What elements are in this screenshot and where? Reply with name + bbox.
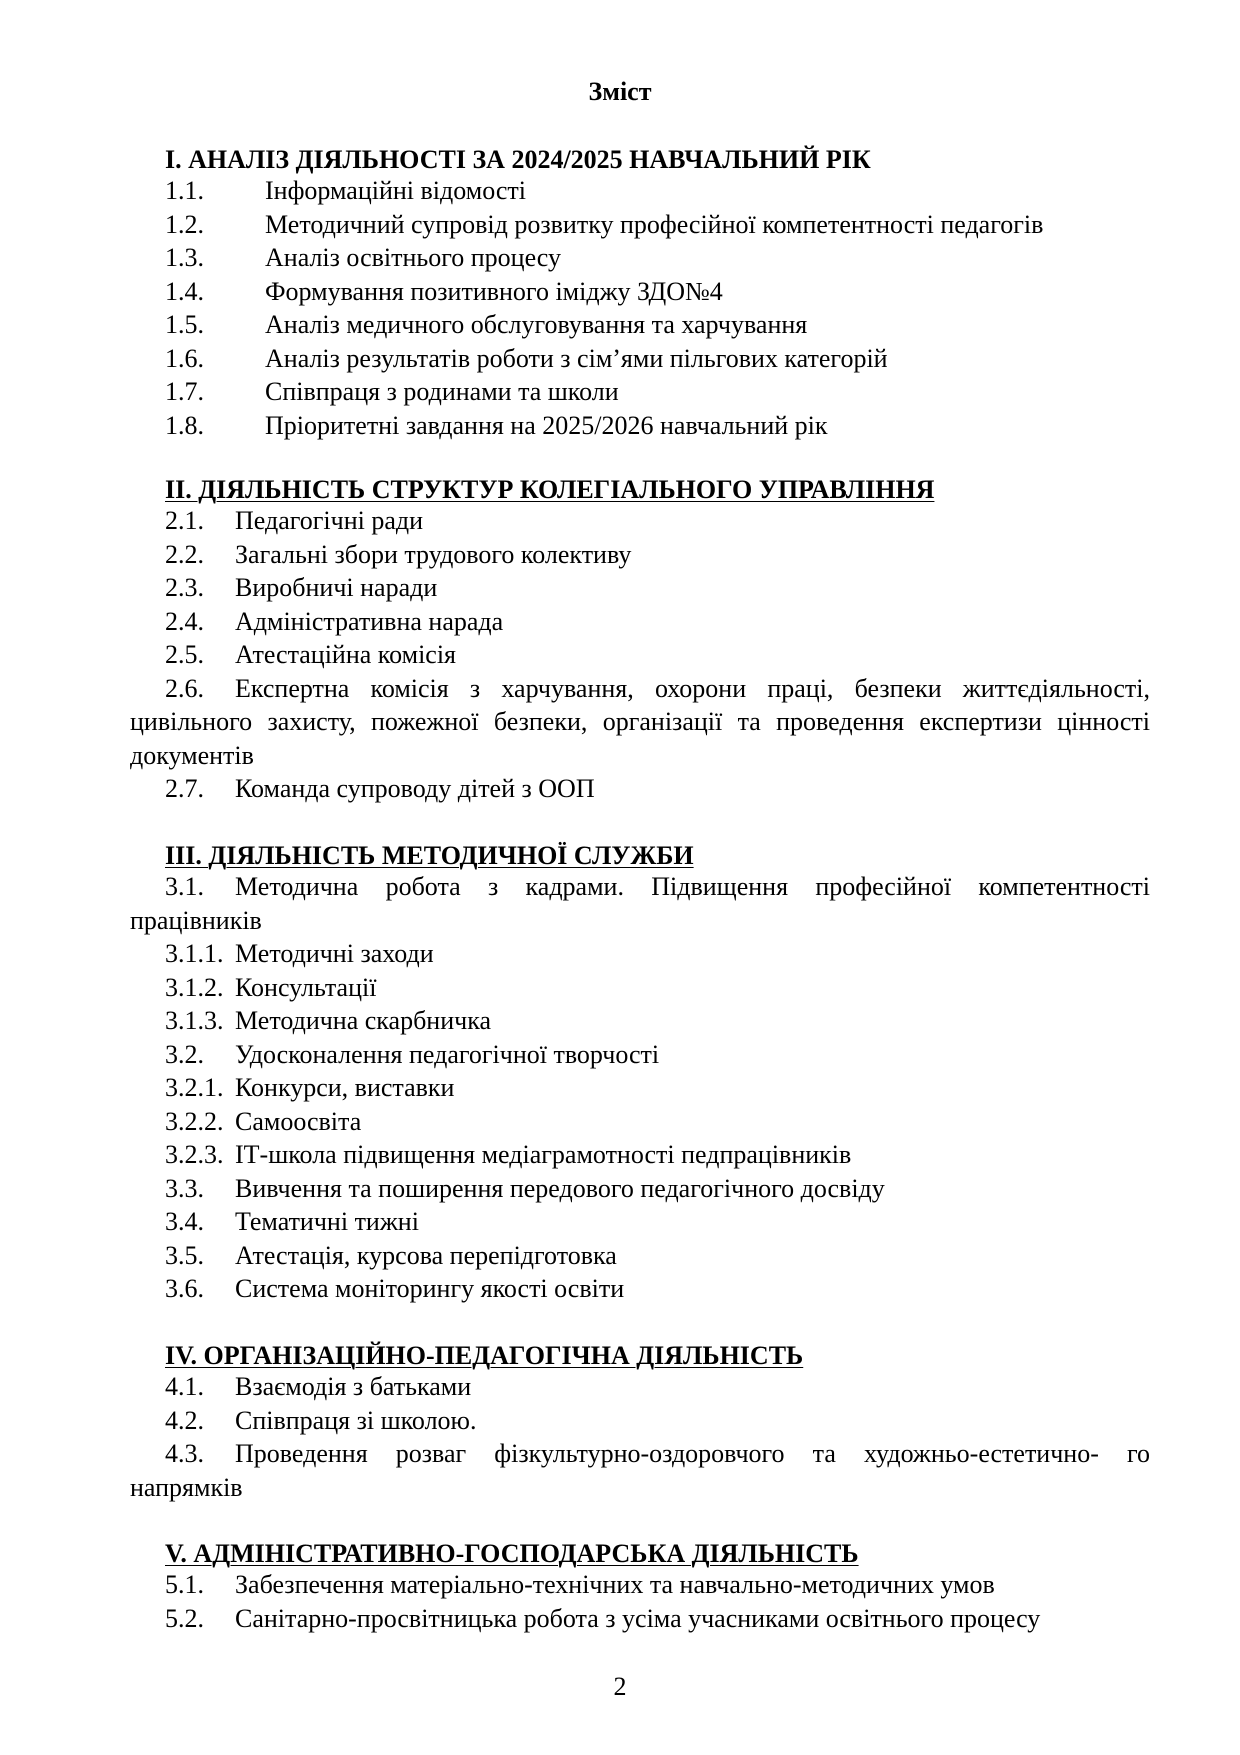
toc-item-text: Методичні заходи bbox=[235, 939, 434, 968]
toc-item-number: 3.2.2. bbox=[165, 1106, 224, 1136]
toc-item-number: 1.2. bbox=[165, 209, 204, 239]
toc-item-number: 2.1. bbox=[165, 506, 204, 535]
page-title: Зміст bbox=[588, 77, 652, 106]
toc-item-text: Формування позитивного іміджу ЗДО№4 bbox=[265, 276, 723, 306]
toc-item-number: 2.3. bbox=[165, 573, 204, 602]
toc-item[interactable] bbox=[130, 870, 1150, 937]
toc-item-text: Аналіз медичного обслуговування та харчування bbox=[265, 310, 808, 339]
page-number: 2 bbox=[613, 1672, 627, 1701]
toc-item-text: Виробничі наради bbox=[235, 573, 438, 602]
toc-item-number: 5.2. bbox=[165, 1603, 204, 1633]
section-heading[interactable]: V. АДМІНІСТРАТИВНО-ГОСПОДАРСЬКА ДІЯЛЬНІСТЬ bbox=[165, 1539, 859, 1568]
toc-item-number: 4.1. bbox=[165, 1372, 204, 1401]
toc-item-number: 2.6. bbox=[165, 673, 204, 703]
toc-item-text: Самоосвіта bbox=[235, 1106, 362, 1136]
toc-item-text: Співпраця з родинами та школи bbox=[265, 377, 619, 406]
toc-item-text: Атестаційна комісія bbox=[235, 640, 457, 669]
toc-item-number: 1.4. bbox=[165, 276, 204, 306]
toc-item-number: 3.2.3. bbox=[165, 1140, 224, 1169]
toc-item-number: 1.6. bbox=[165, 343, 204, 373]
toc-item-number: 4.3. bbox=[165, 1439, 204, 1468]
toc-item-text: Педагогічні ради bbox=[235, 506, 424, 535]
toc-item-text: Команда супроводу дітей з ООП bbox=[235, 774, 595, 803]
toc-item-number: 3.1.2. bbox=[165, 972, 224, 1002]
toc-item-text: Проведення розваг фізкультурно-оздоровчого та художньо-естетично- го напрямків bbox=[130, 1439, 1150, 1502]
toc-item-number: 1.5. bbox=[165, 310, 204, 339]
section-heading[interactable]: I. АНАЛІЗ ДІЯЛЬНОСТІ ЗА 2024/2025 НАВЧАЛЬНИЙ РІК bbox=[165, 145, 871, 174]
toc-item-text: ІТ-школа підвищення медіаграмотності педпрацівників bbox=[235, 1140, 852, 1169]
toc-item-text: Методична скарбничка bbox=[235, 1006, 491, 1035]
toc-item-number: 3.1.3. bbox=[165, 1006, 224, 1035]
toc-item-text: Співпраця зі школою. bbox=[235, 1405, 477, 1435]
toc-item[interactable] bbox=[130, 1437, 1150, 1504]
section-heading[interactable]: III. ДІЯЛЬНІСТЬ МЕТОДИЧНОЇ СЛУЖБИ bbox=[165, 841, 694, 870]
toc-item-text: Аналіз освітнього процесу bbox=[265, 243, 561, 272]
toc-item-number: 1.3. bbox=[165, 243, 204, 272]
toc-item-text: Експертна комісія з харчування, охорони праці, безпеки життєдіяльності, цивільного захисту, пожежної безпеки, організації та проведення експертизи цінності документів bbox=[130, 673, 1150, 770]
toc-item-number: 3.1. bbox=[165, 872, 204, 901]
toc-item-text: Методична робота з кадрами. Підвищення професійної компетентності працівників bbox=[130, 872, 1150, 935]
toc-item-text: Загальні збори трудового колективу bbox=[235, 539, 632, 569]
toc-item-number: 4.2. bbox=[165, 1405, 204, 1435]
toc-item-text: Санітарно-просвітницька робота з усіма учасниками освітнього процесу bbox=[235, 1603, 1041, 1633]
toc-item-text: Система моніторингу якості освіти bbox=[235, 1274, 625, 1303]
toc-item-number: 2.7. bbox=[165, 774, 204, 803]
toc-item-text: Тематичні тижні bbox=[235, 1207, 419, 1236]
toc-item-number: 3.2. bbox=[165, 1039, 204, 1069]
toc-item-number: 3.6. bbox=[165, 1274, 204, 1303]
toc-item-number: 3.2.1. bbox=[165, 1073, 224, 1102]
toc-item-number: 2.2. bbox=[165, 539, 204, 569]
section-heading[interactable]: II. ДІЯЛЬНІСТЬ СТРУКТУР КОЛЕГІАЛЬНОГО УПРАВЛІННЯ bbox=[165, 475, 935, 504]
toc-item-text: Вивчення та поширення передового педагогічного досвіду bbox=[235, 1173, 885, 1203]
toc-item-number: 3.4. bbox=[165, 1207, 204, 1236]
toc-item-number: 3.1.1. bbox=[165, 939, 224, 968]
toc-item-number: 3.3. bbox=[165, 1173, 204, 1203]
toc-item[interactable] bbox=[130, 672, 1150, 773]
toc-item-number: 1.8. bbox=[165, 410, 204, 440]
toc-item-text: Удосконалення педагогічної творчості bbox=[235, 1039, 660, 1069]
toc-item-number: 2.4. bbox=[165, 606, 204, 636]
toc-item-text: Адміністративна нарада bbox=[235, 606, 504, 636]
toc-item-number: 3.5. bbox=[165, 1240, 204, 1270]
toc-item-number: 1.7. bbox=[165, 377, 204, 406]
toc-item-text: Конкурси, виставки bbox=[235, 1073, 455, 1102]
toc-item-text: Методичний супровід розвитку професійної компетентності педагогів bbox=[265, 209, 1044, 239]
toc-item-number: 2.5. bbox=[165, 640, 204, 669]
toc-item-text: Атестація, курсова перепідготовка bbox=[235, 1240, 617, 1270]
section-heading[interactable]: IV. ОРГАНІЗАЦІЙНО-ПЕДАГОГІЧНА ДІЯЛЬНІСТЬ bbox=[165, 1341, 804, 1370]
toc-item-text: Взаємодія з батьками bbox=[235, 1372, 472, 1401]
toc-item-text: Консультації bbox=[235, 972, 377, 1002]
toc-item-number: 5.1. bbox=[165, 1570, 204, 1599]
toc-item-text: Інформаційні відомості bbox=[265, 176, 526, 205]
toc-item-text: Пріоритетні завдання на 2025/2026 навчальний рік bbox=[265, 410, 828, 440]
toc-item-text: Аналіз результатів роботи з сім’ями пільгових категорій bbox=[265, 343, 888, 373]
toc-item-number: 1.1. bbox=[165, 176, 204, 205]
toc-item-text: Забезпечення матеріально-технічних та навчально-методичних умов bbox=[235, 1570, 995, 1599]
